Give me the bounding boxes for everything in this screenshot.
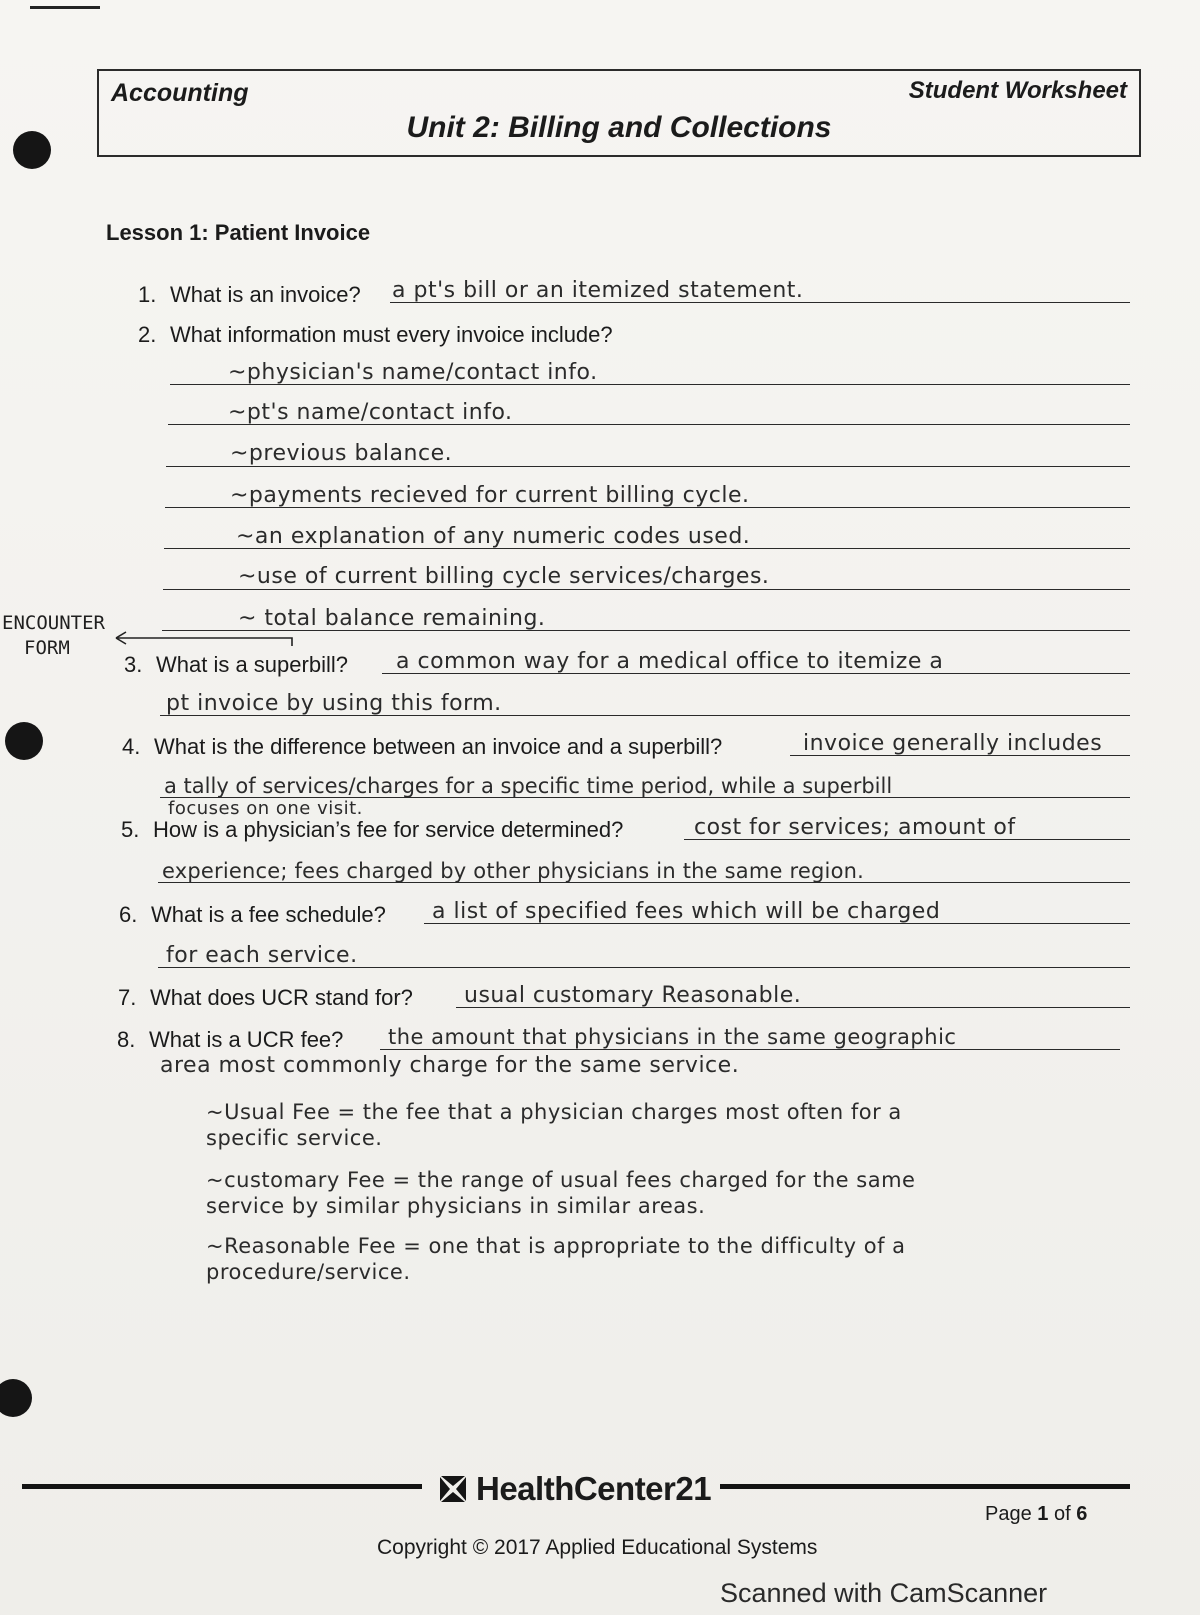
- worksheet-type-label: Student Worksheet: [908, 77, 1127, 104]
- question-number: 5.: [121, 817, 140, 842]
- question-text: What information must every invoice include?: [170, 322, 613, 347]
- answer-line: [170, 384, 1130, 385]
- answer-4-line-2: a tally of services/charges for a specific time period, while a superbill: [164, 774, 893, 798]
- note-reasonable-fee-line-1: ~Reasonable Fee = one that is appropriate to the difficulty of a: [206, 1234, 906, 1258]
- question-text: What is a UCR fee?: [149, 1027, 344, 1052]
- answer-2-item: ~an explanation of any numeric codes used.: [236, 524, 751, 549]
- question-number: 4.: [122, 734, 141, 759]
- question-number: 3.: [124, 652, 143, 677]
- unit-title: Unit 2: Billing and Collections: [406, 111, 832, 144]
- answer-line: [390, 302, 1130, 303]
- scanner-watermark: Scanned with CamScanner: [720, 1578, 1048, 1608]
- punch-hole-top: [13, 131, 51, 169]
- answer-3-line-1: a common way for a medical office to itemize a: [396, 649, 944, 674]
- question-text: What does UCR stand for?: [150, 985, 413, 1010]
- question-8: [117, 1027, 343, 1053]
- answer-8-line-2: area most commonly charge for the same service.: [160, 1053, 740, 1078]
- answer-6-line-1: a list of specified fees which will be charged: [432, 899, 941, 924]
- question-text: What is the difference between an invoice and a superbill?: [154, 734, 723, 759]
- question-3: [124, 652, 348, 678]
- answer-line: [684, 839, 1130, 840]
- question-text: What is an invoice?: [170, 282, 361, 307]
- punch-hole-middle: [5, 722, 43, 760]
- footer-divider-left: [22, 1484, 422, 1489]
- answer-line: [790, 755, 1130, 756]
- answer-4-line-1: invoice generally includes: [803, 731, 1103, 756]
- page-of: of: [1048, 1503, 1077, 1525]
- answer-7: usual customary Reasonable.: [464, 983, 802, 1008]
- answer-line: [165, 507, 1130, 508]
- answer-2-item: ~previous balance.: [230, 441, 453, 466]
- note-reasonable-fee-line-2: procedure/service.: [206, 1260, 411, 1284]
- answer-2-item: ~pt's name/contact info.: [228, 400, 513, 425]
- note-usual-fee-line-1: ~Usual Fee = the fee that a physician charges most often for a: [206, 1100, 902, 1124]
- page-prefix: Page: [985, 1503, 1038, 1525]
- question-text: What is a fee schedule?: [151, 902, 386, 927]
- question-number: 8.: [117, 1027, 136, 1052]
- answer-line: [158, 967, 1130, 968]
- lesson-title: Lesson 1: Patient Invoice: [106, 220, 371, 245]
- question-5: [121, 817, 623, 843]
- answer-line: [158, 882, 1130, 883]
- side-note-line-1: ENCOUNTER: [2, 612, 105, 634]
- answer-4-line-3: focuses on one visit.: [168, 798, 363, 819]
- question-text: How is a physician’s fee for service determined?: [153, 817, 624, 842]
- answer-5-line-2: experience; fees charged by other physicians in the same region.: [162, 859, 865, 883]
- answer-2-item: ~use of current billing cycle services/charges.: [238, 564, 770, 589]
- answer-5-line-1: cost for services; amount of: [694, 815, 1016, 840]
- page-number: [985, 1503, 1087, 1526]
- corner-mark: [30, 6, 100, 9]
- answer-2-item: ~ total balance remaining.: [238, 606, 546, 631]
- punch-hole-bottom: [0, 1379, 32, 1417]
- question-number: 2.: [138, 322, 157, 347]
- answer-line: [166, 466, 1130, 467]
- answer-2-item: ~payments recieved for current billing cycle.: [230, 483, 750, 508]
- answer-6-line-2: for each service.: [166, 943, 358, 968]
- question-number: 1.: [138, 282, 157, 307]
- footer-divider-right: [720, 1484, 1130, 1489]
- subject-label: Accounting: [111, 79, 249, 107]
- question-text: What is a superbill?: [156, 652, 348, 677]
- note-customary-fee-line-2: service by similar physicians in similar areas.: [206, 1194, 706, 1218]
- answer-line: [163, 589, 1130, 590]
- question-6: [119, 902, 386, 928]
- question-4: [122, 734, 722, 760]
- answer-line: [424, 923, 1130, 924]
- answer-1: a pt's bill or an itemized statement.: [392, 278, 804, 303]
- question-number: 6.: [119, 902, 138, 927]
- answer-line: [162, 630, 1130, 631]
- question-2: [138, 322, 613, 348]
- answer-line: [164, 548, 1130, 549]
- note-customary-fee-line-1: ~customary Fee = the range of usual fees charged for the same: [206, 1168, 916, 1192]
- answer-line: [160, 715, 1130, 716]
- question-number: 7.: [118, 985, 137, 1010]
- answer-line: [168, 424, 1130, 425]
- answer-line: [382, 673, 1130, 674]
- worksheet-header: [97, 69, 1141, 157]
- arrow-icon: [112, 628, 302, 652]
- question-1: [138, 282, 361, 308]
- healthcenter-logo-icon: [438, 1474, 468, 1504]
- answer-2-item: ~physician's name/contact info.: [228, 360, 598, 385]
- answer-3-line-2: pt invoice by using this form.: [166, 691, 502, 716]
- page-total: 6: [1076, 1503, 1088, 1525]
- copyright-text: Copyright © 2017 Applied Educational Systems: [377, 1536, 818, 1559]
- question-7: [118, 985, 413, 1011]
- footer-logo: [438, 1470, 711, 1508]
- note-usual-fee-line-2: specific service.: [206, 1126, 383, 1150]
- answer-8-line-1: the amount that physicians in the same geographic: [388, 1025, 957, 1049]
- answer-line: [456, 1007, 1130, 1008]
- brand-name: HealthCenter21: [476, 1470, 712, 1507]
- answer-line: [380, 1049, 1120, 1050]
- side-note-line-2: FORM: [24, 637, 70, 659]
- page-current: 1: [1037, 1503, 1049, 1525]
